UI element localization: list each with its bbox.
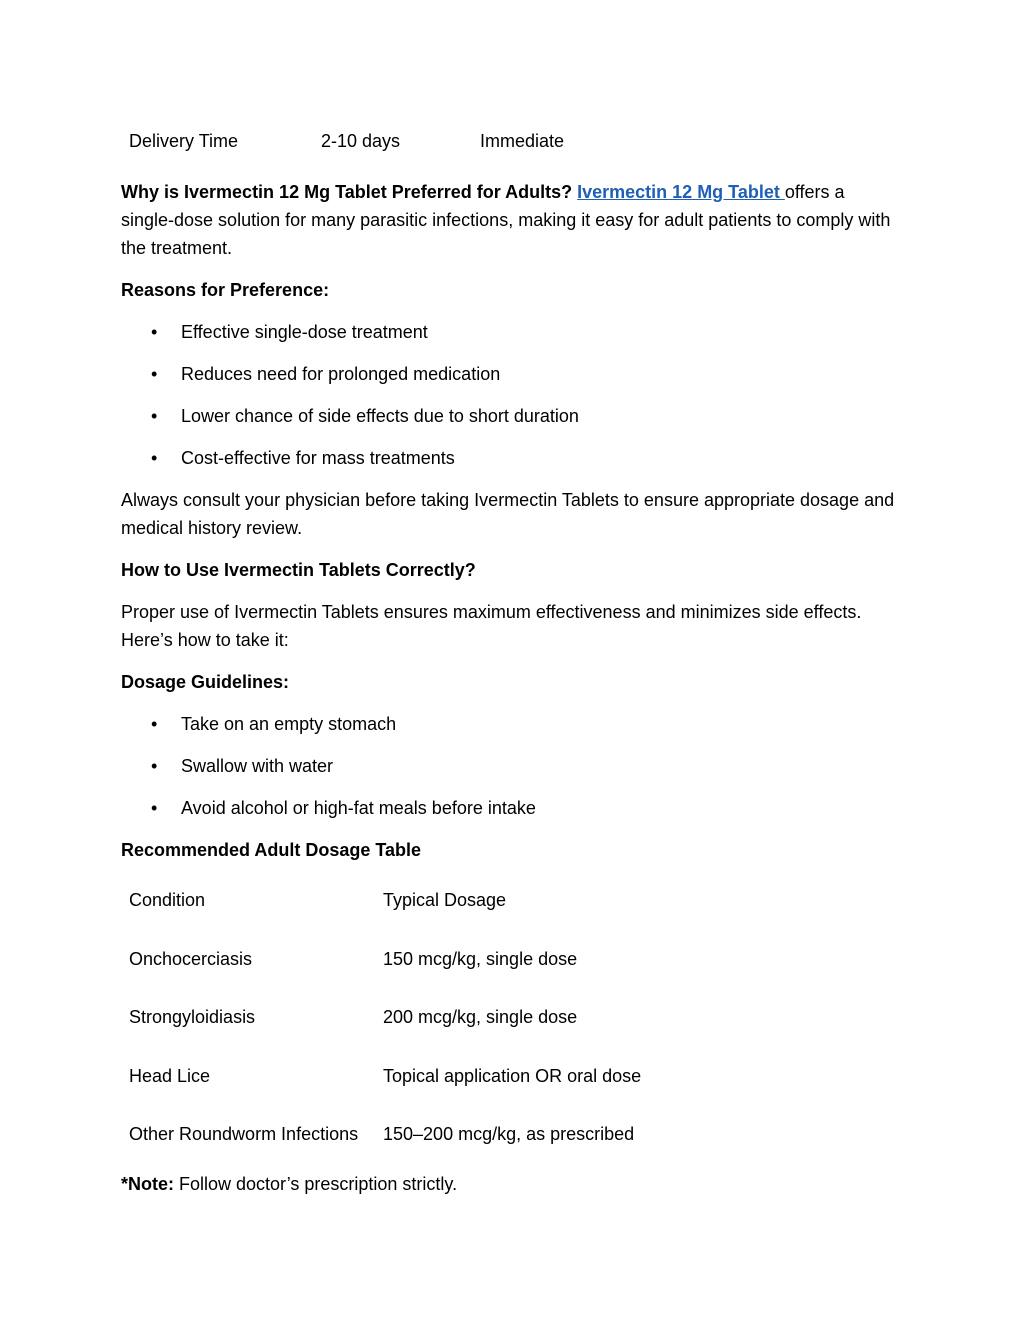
reasons-heading-text: Reasons for Preference: bbox=[121, 280, 330, 300]
table-header-row bbox=[121, 886, 901, 945]
note-paragraph bbox=[121, 1170, 901, 1198]
note-text: Follow doctor’s prescription strictly. bbox=[174, 1174, 458, 1195]
intro-question: Why is Ivermectin 12 Mg Tablet Preferred for Adults? bbox=[121, 182, 573, 202]
list-item-text: Reduces need for prolonged medication bbox=[181, 364, 501, 384]
delivery-time-label: Delivery Time bbox=[129, 131, 239, 151]
howto-heading-text: How to Use Ivermectin Tablets Correctly? bbox=[121, 560, 476, 580]
list-item-text: Cost-effective for mass treatments bbox=[181, 448, 455, 468]
delivery-time-row bbox=[121, 127, 901, 155]
table-cell-condition: Strongyloidiasis bbox=[129, 1007, 256, 1028]
list-item bbox=[121, 794, 901, 822]
column-header-dosage: Typical Dosage bbox=[383, 890, 507, 910]
consult-paragraph: Always consult your physician before taking Ivermectin Tablets to ensure appropriate dosage and medical history review. bbox=[121, 490, 895, 538]
bullet-icon: • bbox=[151, 798, 158, 818]
list-item bbox=[121, 360, 901, 388]
table-cell-condition: Other Roundworm Infections bbox=[129, 1124, 359, 1145]
list-item bbox=[121, 318, 901, 346]
table-cell-dosage: 200 mcg/kg, single dose bbox=[383, 1007, 578, 1028]
column-header-condition: Condition bbox=[129, 890, 206, 910]
howto-paragraph: Proper use of Ivermectin Tablets ensures maximum effectiveness and minimizes side effects. Here’s how to take it: bbox=[121, 602, 862, 650]
list-item-text: Effective single-dose treatment bbox=[181, 322, 428, 342]
dosage-guidelines-heading bbox=[121, 668, 901, 696]
howto-heading bbox=[121, 556, 901, 584]
document-page bbox=[121, 127, 901, 1198]
bullet-icon: • bbox=[151, 364, 158, 384]
dosage-table bbox=[121, 886, 901, 1156]
dosage-table-heading bbox=[121, 836, 901, 864]
delivery-time-value-1: 2-10 days bbox=[321, 131, 401, 151]
table-cell-condition: Onchocerciasis bbox=[129, 948, 253, 969]
list-item bbox=[121, 710, 901, 738]
dosage-guidelines-list bbox=[121, 710, 901, 822]
list-item bbox=[121, 444, 901, 472]
reasons-list bbox=[121, 318, 901, 472]
reasons-heading bbox=[121, 276, 901, 304]
bullet-icon: • bbox=[151, 406, 158, 426]
table-row bbox=[121, 1120, 901, 1156]
table-row bbox=[121, 1003, 901, 1062]
note-label: *Note: bbox=[121, 1174, 174, 1195]
table-row bbox=[121, 1062, 901, 1121]
bullet-icon: • bbox=[151, 448, 158, 468]
table-row bbox=[121, 945, 901, 1004]
bullet-icon: • bbox=[151, 756, 158, 776]
table-cell-dosage: 150 mcg/kg, single dose bbox=[383, 948, 578, 969]
table-cell-condition: Head Lice bbox=[129, 1065, 211, 1086]
intro-paragraph bbox=[121, 178, 901, 262]
dosage-guidelines-heading-text: Dosage Guidelines: bbox=[121, 672, 290, 692]
list-item-text: Lower chance of side effects due to short duration bbox=[181, 406, 579, 426]
list-item-text: Take on an empty stomach bbox=[181, 714, 397, 734]
list-item bbox=[121, 752, 901, 780]
list-item bbox=[121, 402, 901, 430]
table-cell-dosage: Topical application OR oral dose bbox=[383, 1065, 642, 1086]
bullet-icon: • bbox=[151, 714, 158, 734]
list-item-text: Swallow with water bbox=[181, 756, 334, 776]
ivermectin-12mg-link[interactable]: Ivermectin 12 Mg Tablet bbox=[577, 182, 785, 202]
list-item-text: Avoid alcohol or high-fat meals before intake bbox=[181, 798, 536, 818]
intro-body: offers a single-dose solution for many parasitic infections, making it easy for adult patients to comply with the treatment. bbox=[121, 182, 891, 258]
table-cell-dosage: 150–200 mcg/kg, as prescribed bbox=[383, 1124, 635, 1145]
bullet-icon: • bbox=[151, 322, 158, 342]
dosage-table-heading-text: Recommended Adult Dosage Table bbox=[121, 840, 422, 860]
delivery-time-value-2: Immediate bbox=[480, 131, 565, 151]
